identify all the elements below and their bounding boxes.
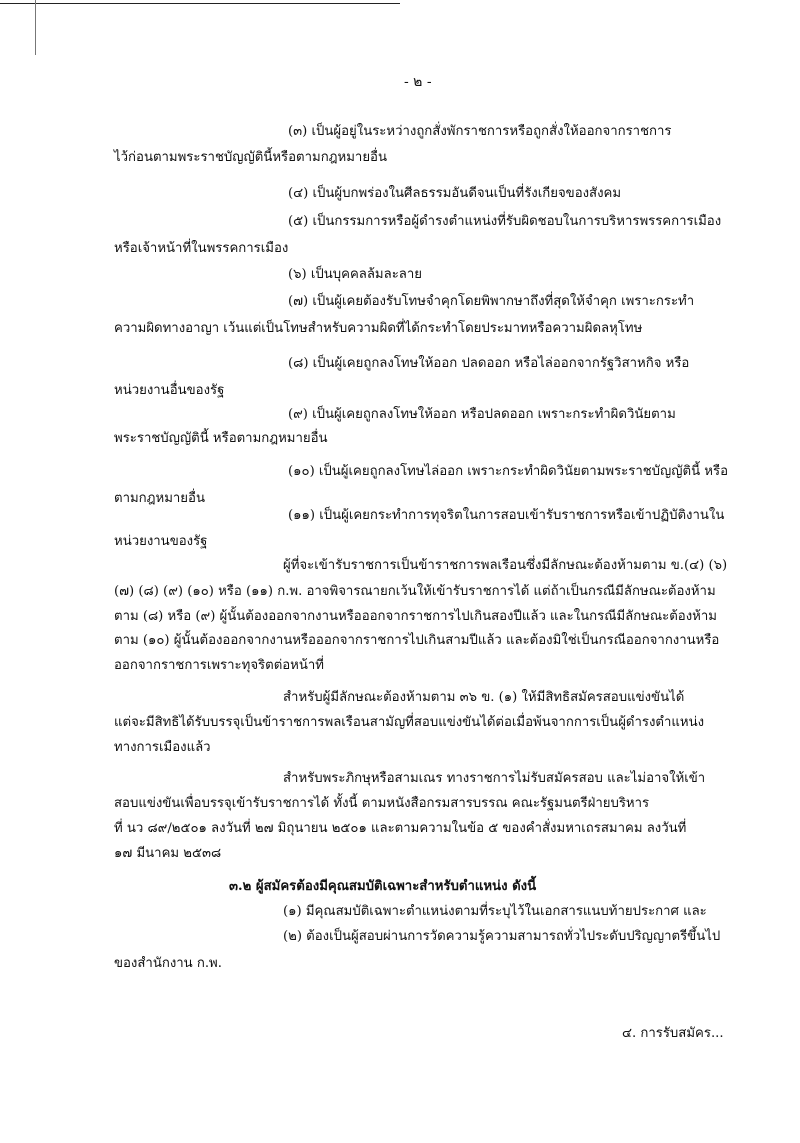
text-line: พระราชบัญญัตินี้ หรือตามกฎหมายอื่น bbox=[114, 431, 328, 446]
text-line: (๖) เป็นบุคคลล้มละลาย bbox=[288, 267, 422, 282]
continuation-marker: ๔. การรับสมัคร... bbox=[622, 1026, 724, 1041]
text-line: ความผิดทางอาญา เว้นแต่เป็นโทษสำหรับความผิดที่ได้กระทำโดยประมาทหรือความผิดลหุโทษ bbox=[114, 321, 643, 336]
section-heading: ๓.๒ ผู้สมัครต้องมีคุณสมบัติเฉพาะสำหรับตำแหน่ง ดังนี้ bbox=[229, 879, 537, 894]
page-number: - ๒ - bbox=[404, 74, 432, 90]
text-line: (๘) เป็นผู้เคยถูกลงโทษให้ออก ปลดออก หรือไล่ออกจากรัฐวิสาหกิจ หรือ bbox=[288, 356, 690, 371]
text-line: (๙) เป็นผู้เคยถูกลงโทษให้ออก หรือปลดออก เพราะกระทำผิดวินัยตาม bbox=[288, 407, 676, 422]
text-line: ออกจากราชการเพราะทุจริตต่อหน้าที่ bbox=[114, 658, 324, 673]
text-line: ของสำนักงาน ก.พ. bbox=[114, 956, 222, 971]
text-line: หรือเจ้าหน้าที่ในพรรคการเมือง bbox=[114, 241, 289, 256]
text-line: ตามกฎหมายอื่น bbox=[114, 491, 205, 506]
text-line: หน่วยงานของรัฐ bbox=[114, 534, 208, 549]
text-line: แต่จะมีสิทธิได้รับบรรจุเป็นข้าราชการพลเรือนสามัญที่สอบแข่งขันได้ต่อเมื่อพ้นจากการเป็นผู้ดำรงตำแหน่ง bbox=[114, 715, 705, 730]
text-line: (๗) เป็นผู้เคยต้องรับโทษจำคุกโดยพิพากษาถึงที่สุดให้จำคุก เพราะกระทำ bbox=[288, 294, 695, 309]
text-line: (๑๑) เป็นผู้เคยกระทำการทุจริตในการสอบเข้ารับราชการหรือเข้าปฏิบัติงานใน bbox=[288, 508, 725, 523]
text-line: สอบแข่งขันเพื่อบรรจุเข้ารับราชการได้ ทั้งนี้ ตามหนังสือกรมสารบรรณ คณะรัฐมนตรีฝ่ายบริหาร bbox=[114, 796, 650, 811]
text-line: ทางการเมืองแล้ว bbox=[114, 740, 211, 755]
text-line: (๑๐) เป็นผู้เคยถูกลงโทษไล่ออก เพราะกระทำผิดวินัยตามพระราชบัญญัตินี้ หรือ bbox=[288, 464, 728, 479]
top-rule bbox=[0, 3, 400, 4]
text-line: ๑๗ มีนาคม ๒๕๓๘ bbox=[114, 846, 222, 861]
text-line: (๔) เป็นผู้บกพร่องในศีลธรรมอันดีจนเป็นที่รังเกียจของสังคม bbox=[288, 186, 622, 201]
text-line: ตาม (๘) หรือ (๙) ผู้นั้นต้องออกจากงานหรือออกจากราชการไปเกินสองปีแล้ว และในกรณีมีลักษณะต้องห้าม bbox=[114, 609, 717, 624]
text-line: (๒) ต้องเป็นผู้สอบผ่านการวัดความรู้ความสามารถทั่วไประดับปริญญาตรีขึ้นไป bbox=[283, 929, 721, 944]
text-line: หน่วยงานอื่นของรัฐ bbox=[114, 383, 225, 398]
left-margin-rule bbox=[35, 0, 36, 55]
text-line: (๗) (๘) (๙) (๑๐) หรือ (๑๑) ก.พ. อาจพิจารณายกเว้นให้เข้ารับราชการได้ แต่ถ้าเป็นกรณีมีลักษณะต้องห้าม bbox=[114, 584, 716, 599]
text-line: ตาม (๑๐) ผู้นั้นต้องออกจากงานหรือออกจากราชการไปเกินสามปีแล้ว และต้องมิใช่เป็นกรณีออกจากงานหรือ bbox=[114, 633, 720, 648]
text-line: ผู้ที่จะเข้ารับราชการเป็นข้าราชการพลเรือนซึ่งมีลักษณะต้องห้ามตาม ข.(๔) (๖) bbox=[283, 558, 728, 573]
text-line: ที่ นว ๘๙/๒๕๐๑ ลงวันที่ ๒๗ มิถุนายน ๒๕๐๑ และตามความในข้อ ๕ ของคำสั่งมหาเถรสมาคม ลงวันที่ bbox=[114, 821, 687, 836]
text-line: ไว้ก่อนตามพระราชบัญญัตินี้หรือตามกฎหมายอื่น bbox=[114, 150, 387, 165]
text-line: (๓) เป็นผู้อยู่ในระหว่างถูกสั่งพักราชการหรือถูกสั่งให้ออกจากราชการ bbox=[288, 124, 672, 139]
text-line: สำหรับผู้มีลักษณะต้องห้ามตาม ๓๖ ข. (๑) ให้มีสิทธิสมัครสอบแข่งขันได้ bbox=[283, 690, 685, 705]
text-line: (๕) เป็นกรรมการหรือผู้ดำรงตำแหน่งที่รับผิดชอบในการบริหารพรรคการเมือง bbox=[288, 214, 722, 229]
text-line: (๑) มีคุณสมบัติเฉพาะตำแหน่งตามที่ระบุไว้ในเอกสารแนบท้ายประกาศ และ bbox=[283, 904, 707, 919]
text-line: สำหรับพระภิกษุหรือสามเณร ทางราชการไม่รับสมัครสอบ และไม่อาจให้เข้า bbox=[283, 771, 706, 786]
